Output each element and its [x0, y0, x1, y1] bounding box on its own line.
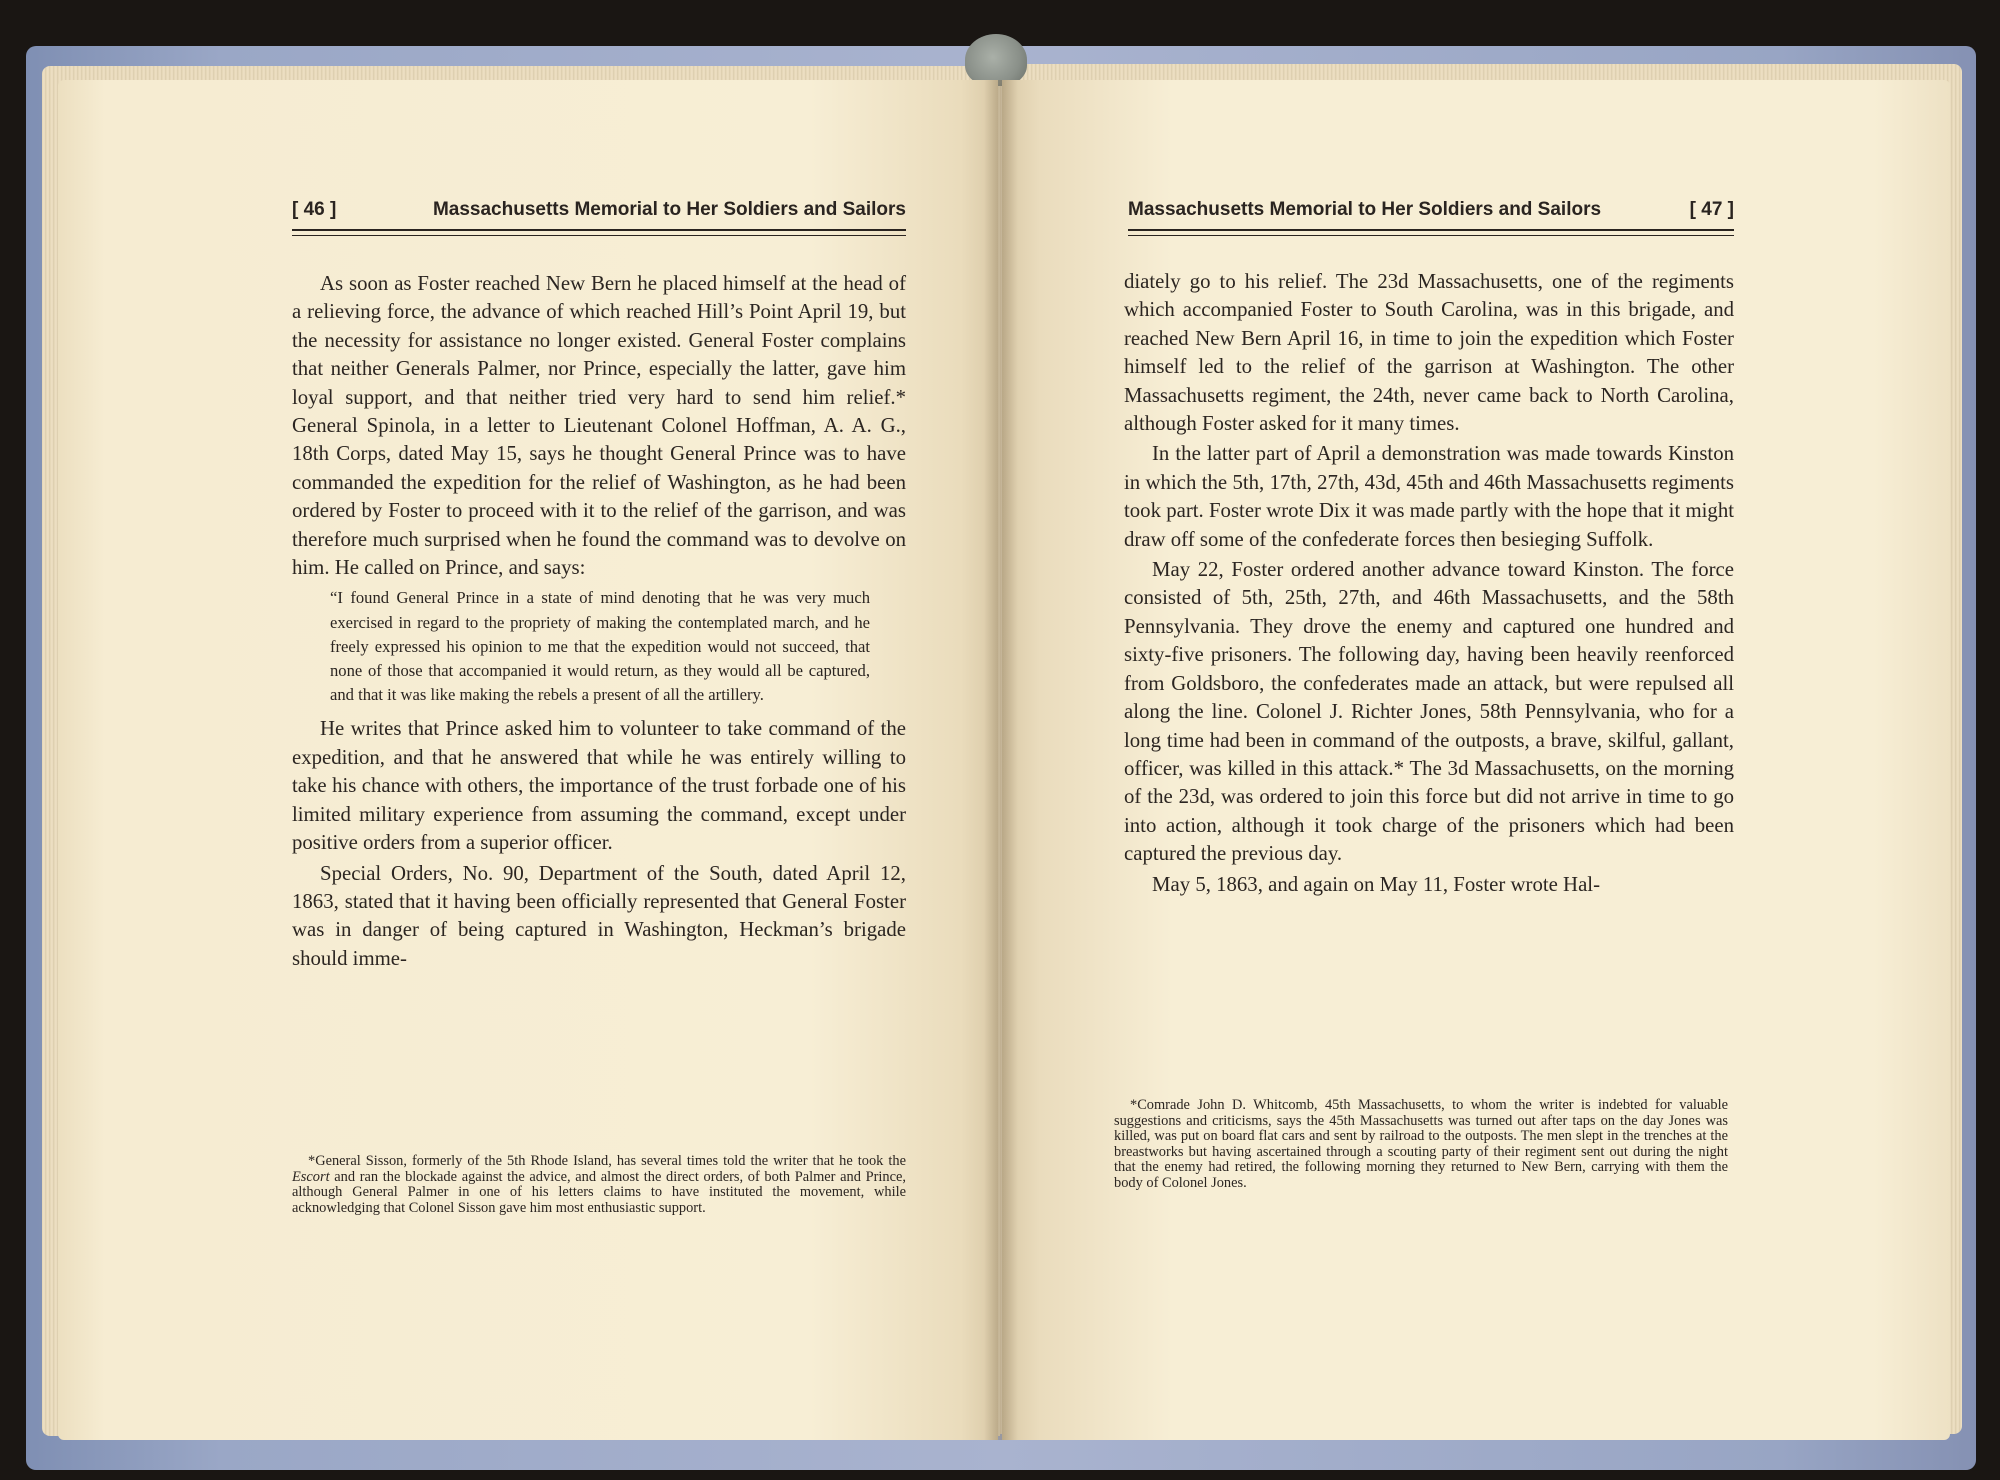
right-running-title: Massachusetts Memorial to Her Soldiers and Sailors [1128, 199, 1602, 220]
left-footnote [292, 1154, 906, 1216]
book-gutter [984, 80, 1018, 1440]
right-paragraph-3: May 22, Foster ordered another advance toward Kinston. The force consisted of 5th, 25th, 27th, and 46th Massachusetts, and the 58th Pennsylvania. They drove the enemy and captured one hundred and sixty-five prisoners. The following day, having been heavily reenforced from Goldsboro, the confederates made an attack, but were repulsed all along the line. Colonel J. Richter Jones, 58th Pennsylvania, who for a long time had been in command of the outposts, a brave, skilful, gallant, officer, was killed in this attack.* The 3d Massachusetts, on the morning of the 23d, was ordered to join this force but did not arrive in time to go into action, although it took charge of the prisoners which had been captured the previous day. [1124, 558, 1734, 866]
right-running-head [1128, 199, 1734, 227]
left-page-number: [ 46 ] [292, 199, 337, 220]
left-running-head [292, 199, 906, 227]
left-footnote-part-2: and ran the blockade against the advice, and almost the direct orders, of both Palmer and Prince, although General Palmer in one of his letters claims to have instituted the movement, while acknowledging that Colonel Sisson gave him most enthusiastic support. [292, 1168, 906, 1216]
left-header-rule [292, 229, 906, 236]
right-body-text [1124, 268, 1734, 899]
left-body-text [292, 270, 906, 973]
left-footnote-italic: Escort [292, 1168, 330, 1185]
right-paragraph-1: diately go to his relief. The 23d Massachusetts, one of the regiments which accompanied Foster to South Carolina, was in this brigade, and reached New Bern April 16, in time to join the expedition which Foster himself led to the relief of the garrison at Washington. The other Massachusetts regiment, the 24th, never came back to North Carolina, although Foster asked for it many times. [1124, 270, 1734, 436]
left-paragraph-1: As soon as Foster reached New Bern he placed himself at the head of a relieving force, the advance of which reached Hill’s Point April 19, but the necessity for assistance no longer existed. General Foster complains that neither Generals Palmer, nor Prince, especially the latter, gave him loyal support, and that neither tried very hard to send him relief.* General Spinola, in a letter to Lieutenant Colonel Hoffman, A. A. G., 18th Corps, dated May 15, says he thought General Prince was to have commanded the expedition for the relief of Washington, as he had been ordered by Foster to proceed with it to the relief of the garrison, and was therefore much surprised when he found the command was to devolve on him. He called on Prince, and says: [292, 272, 906, 580]
right-paragraph-4: May 5, 1863, and again on May 11, Foster wrote Hal- [1152, 872, 1601, 896]
right-header-rule [1128, 229, 1734, 236]
left-paragraph-3: Special Orders, No. 90, Department of the South, dated April 12, 1863, stated that it having been officially represented that General Foster was in danger of being captured in Washington, Heckman’s brigade should imme- [292, 861, 906, 970]
right-footnote-text: *Comrade John D. Whitcomb, 45th Massachusetts, to whom the writer is indebted for valuable suggestions and criticisms, says the 45th Massachusetts was turned out after taps on the day Jones was killed, was put on board flat cars and sent by railroad to the outposts. The men slept in the trenches at the breastworks but having ascertained through a scouting party of their regiment sent out during the night that the enemy had retired, the following morning they returned to New Bern, carrying with them the body of Colonel Jones. [1114, 1097, 1728, 1191]
spine-binding [965, 34, 1027, 86]
right-page-number: [ 47 ] [1689, 199, 1734, 220]
left-footnote-part-1: *General Sisson, formerly of the 5th Rhode Island, has several times told the writer that he took the [308, 1153, 906, 1169]
right-footnote [1114, 1098, 1728, 1192]
left-running-title: Massachusetts Memorial to Her Soldiers and Sailors [432, 199, 906, 220]
left-paragraph-2: He writes that Prince asked him to volunteer to take command of the expedition, and that he answered that while he was entirely willing to take his chance with others, the importance of the trust forbade one of his limited military experience from assuming the command, except under positive orders from a superior officer. [292, 717, 906, 855]
block-quote: “I found General Prince in a state of mind denoting that he was very much exercised in regard to the propriety of making the contemplated march, and he freely expressed his opinion to me that the expedition would not succeed, that none of those that accompanied it would return, as they would all be captured, and that it was like making the rebels a present of all the artillery. [330, 588, 870, 705]
right-paragraph-2: In the latter part of April a demonstration was made towards Kinston in which the 5th, 17th, 27th, 43d, 45th and 46th Massachusetts regiments took part. Foster wrote Dix it was made partly with the hope that it might draw off some of the confederate forces then besieging Suffolk. [1124, 442, 1734, 551]
